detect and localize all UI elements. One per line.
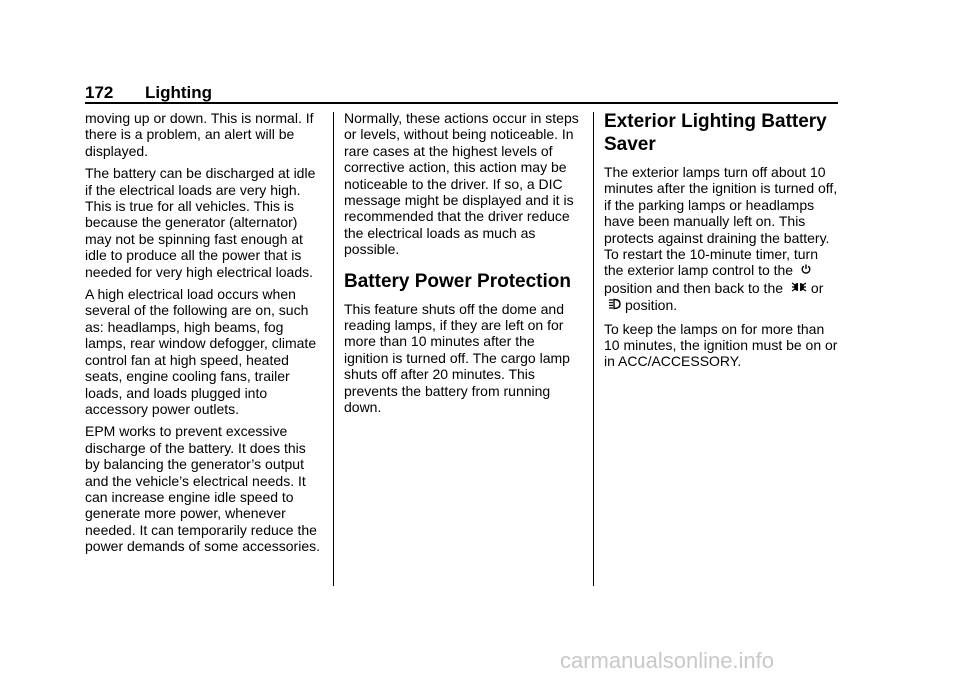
section-title: Lighting <box>145 83 213 102</box>
paragraph: Normally, these actions occur in steps or levels, without being noticeable. In rare cases at the highest levels of corrective action, this action may be noticeable to the driver. If so, a DIC message might be displayed and it is recommended that the driver reduce the electrical loads as much as possible. <box>344 110 579 258</box>
column-2 <box>344 110 582 422</box>
watermark: carmanualsonline.info <box>560 648 775 673</box>
paragraph: This feature shuts off the dome and reading lamps, if they are left on for more than 10 minutes after the ignition is turned off. The cargo lamp shuts off after 20 minutes. This prevents the battery from running down. <box>344 300 570 416</box>
column-divider <box>333 112 334 586</box>
text: position. <box>625 297 678 314</box>
header-rule <box>85 102 838 104</box>
paragraph <box>604 164 840 315</box>
text: position and then back to the <box>604 279 784 296</box>
column-3 <box>604 110 840 376</box>
page-number: 172 <box>85 83 114 102</box>
paragraph: A high electrical load occurs when several of the following are on, such as: headlamps, high beams, fog lamps, rear window defogger, climate control fan at high speed, heated seats, engine cooling fans, trailer loads, and loads plugged into accessory power outlets. <box>85 286 317 417</box>
paragraph: EPM works to prevent excessive discharge of the battery. It does this by balancing the generator’s output and the vehicle’s electrical needs. It can increase engine idle speed to generate more power, whenever needed. It can temporarily reduce the power demands of some accessories. <box>85 423 320 555</box>
paragraph: moving up or down. This is normal. If there is a problem, an alert will be displayed. <box>85 110 314 159</box>
heading-exterior-lighting-battery-saver: Exterior Lighting Battery Saver <box>604 111 827 155</box>
page-header <box>85 83 838 103</box>
paragraph: The battery can be discharged at idle if the electrical loads are very high. This is true for all vehicles. This is because the generator (alternator) may not be spinning fast enough at idle to produce all the power that is needed for very high electrical loads. <box>85 165 316 280</box>
column-divider <box>593 112 594 586</box>
column-1 <box>85 110 323 561</box>
off-position-icon <box>801 263 811 279</box>
parking-lamp-icon <box>791 281 807 297</box>
text: or <box>810 279 824 296</box>
text: The exterior lamps turn off about 10 minutes after the ignition is turned off, if the parking lamps or headlamps have been manually left on. This protects against draining the battery. To restart the 10-minute timer, turn the exterior lamp control to the <box>604 164 838 279</box>
paragraph: To keep the lamps on for more than 10 minutes, the ignition must be on or in ACC/ACCESSORY. <box>604 320 838 370</box>
heading-battery-power-protection: Battery Power Protection <box>344 270 571 292</box>
headlamp-icon <box>608 298 621 314</box>
